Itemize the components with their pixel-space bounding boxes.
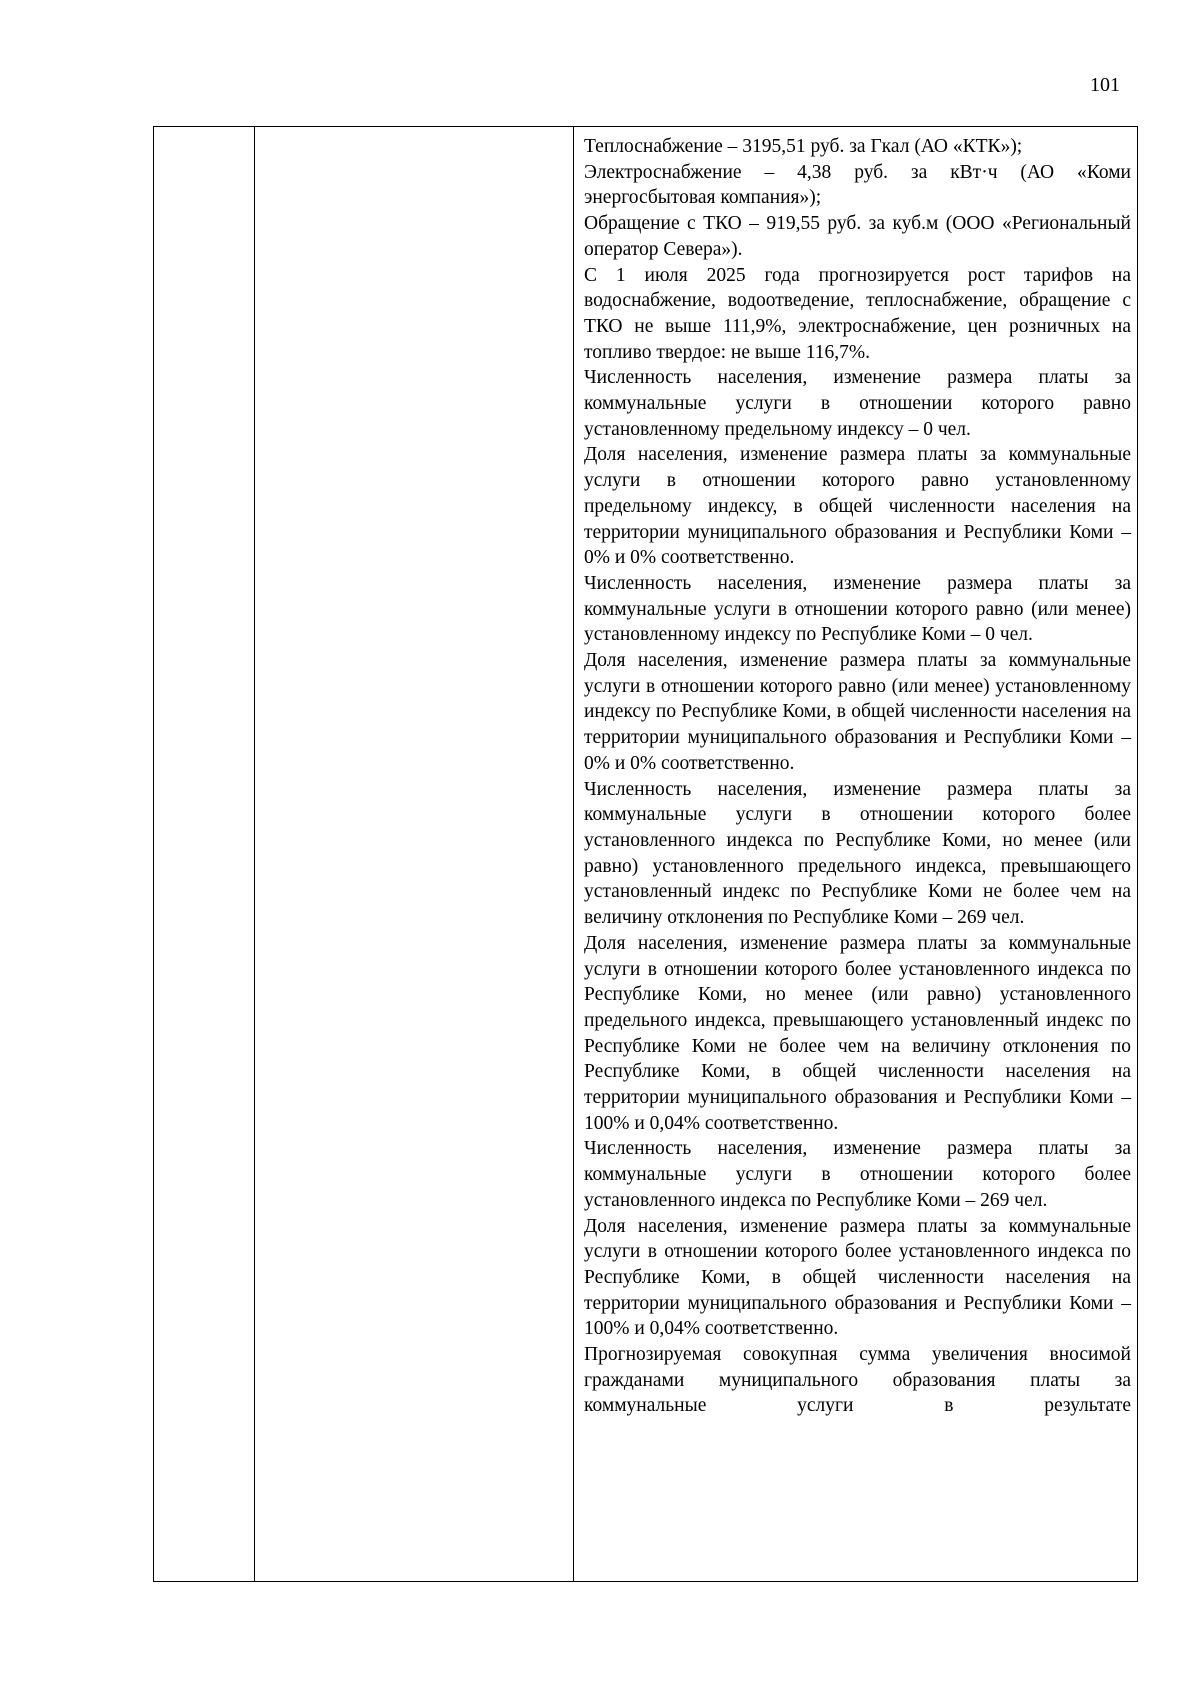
- paragraph-share-above-index-within-deviation: Доля населения, изменение размера платы за коммунальные услуги в отношении которого более установленного индекса по Республике Коми, но менее (или равно) установленного предельного индекса, превышающего установленный индекс по Республике Коми не более чем на величину отклонения по Республике Коми, в общей численности населения на территории муниципального образования и Республики Коми – 100% и 0,04% соответственно.: [584, 932, 1131, 1134]
- page-number: 101: [1090, 74, 1120, 96]
- table-cell-col2: [255, 127, 574, 1582]
- paragraph-forecast-total-increase: Прогнозируемая совокупная сумма увеличения вносимой гражданами муниципального образования платы за коммунальные услуги в результате: [584, 1344, 1131, 1417]
- paragraph-tariff-forecast: С 1 июля 2025 года прогнозируется рост тарифов на водоснабжение, водоотведение, теплоснабжение, обращение с ТКО не выше 111,9%, электроснабжение, цен розничных на топливо твердое: не выше 116,7%.: [584, 264, 1131, 363]
- table-row: [154, 127, 1138, 1582]
- paragraph-electricity-supply: Электроснабжение – 4,38 руб. за кВт·ч (АО «Коми энергосбытовая компания»);: [584, 161, 1131, 209]
- paragraph-population-above-index: Численность населения, изменение размера платы за коммунальные услуги в отношении которого более установленного индекса по Республике Коми – 269 чел.: [584, 1138, 1131, 1211]
- paragraph-population-equal-limit: Численность населения, изменение размера платы за коммунальные услуги в отношении которого равно установленному предельному индексу – 0 чел.: [584, 367, 1131, 440]
- table-cell-col1: [154, 127, 255, 1582]
- paragraph-share-equal-limit: Доля населения, изменение размера платы за коммунальные услуги в отношении которого равно установленному предельному индексу, в общей численности населения на территории муниципального образования и Республики Коми – 0% и 0% соответственно.: [584, 444, 1131, 569]
- paragraph-heat-supply: Теплоснабжение – 3195,51 руб. за Гкал (АО «КТК»);: [584, 136, 1023, 157]
- table-cell-col3: [574, 127, 1138, 1582]
- paragraph-share-above-index: Доля населения, изменение размера платы за коммунальные услуги в отношении которого более установленного индекса по Республике Коми, в общей численности населения на территории муниципального образования и Республики Коми – 100% и 0,04% соответственно.: [584, 1215, 1131, 1340]
- paragraph-population-above-index-within-deviation: Численность населения, изменение размера платы за коммунальные услуги в отношении которого более установленного индекса по Республике Коми, но менее (или равно) установленного предельного индекса, превышающего установленный индекс по Республике Коми не более чем на величину отклонения по Республике Коми – 269 чел.: [584, 778, 1131, 929]
- paragraph-waste-handling: Обращение с ТКО – 919,55 руб. за куб.м (ООО «Региональный оператор Севера»).: [584, 213, 1131, 260]
- cell-text-block: [574, 127, 1137, 1419]
- paragraph-share-equal-or-less-index: Доля населения, изменение размера платы за коммунальные услуги в отношении которого равно (или менее) установленному индексу по Республике Коми, в общей численности населения на территории муниципального образования и Республики Коми – 0% и 0% соответственно.: [584, 650, 1131, 774]
- paragraph-population-equal-or-less-index: Численность населения, изменение размера платы за коммунальные услуги в отношении которого равно (или менее) установленному индексу по Республике Коми – 0 чел.: [584, 572, 1131, 646]
- document-table: [153, 126, 1138, 1582]
